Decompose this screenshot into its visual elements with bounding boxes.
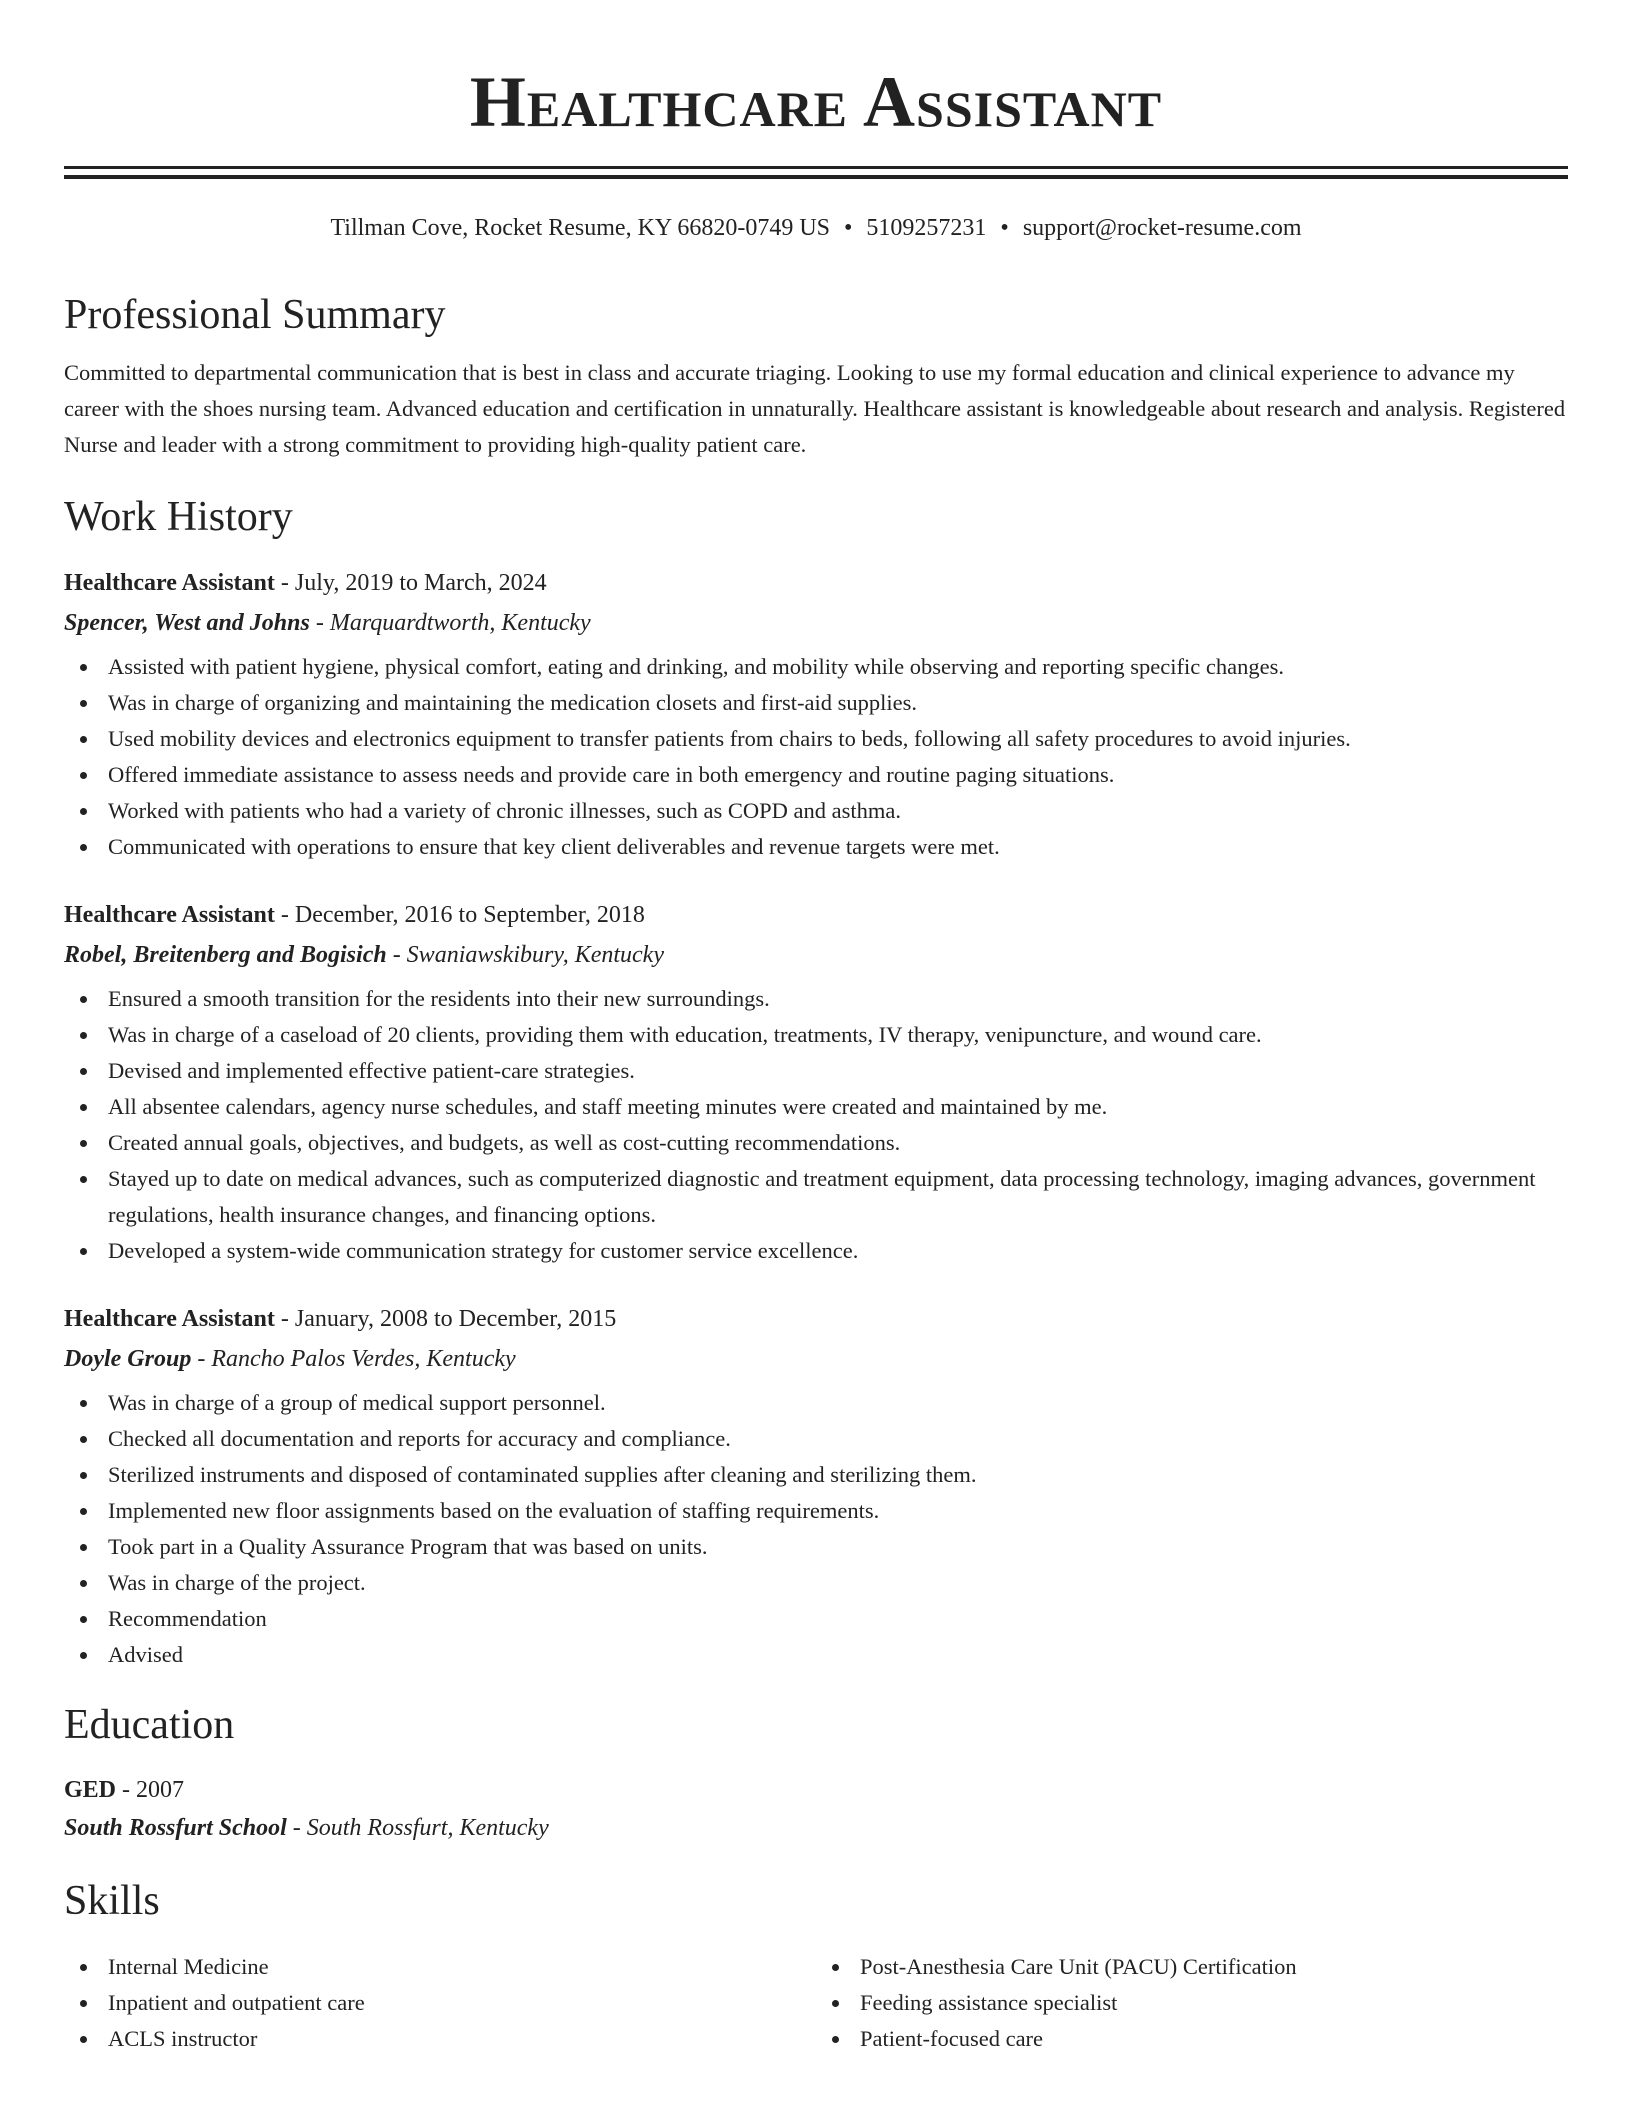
contact-email: support@rocket-resume.com [1022,215,1302,241]
job-bullet: Devised and implemented effective patient-care strategies. [64,1053,1568,1089]
job-bullet: Assisted with patient hygiene, physical comfort, eating and drinking, and mobility while observing and reporting specific changes. [64,649,1568,685]
job-bullet: Ensured a smooth transition for the residents into their new surroundings. [64,981,1568,1017]
skills-column-left [64,1949,816,2057]
job-location: - Marquardtworth, Kentucky [309,610,591,636]
job-bullet: Developed a system-wide communication strategy for customer service excellence. [64,1233,1568,1269]
contact-phone: 5109257231 [866,215,987,241]
job-entry [64,563,1568,865]
education-degree-line [64,1771,1568,1809]
education-year: - 2007 [116,1777,185,1803]
job-bullet: Was in charge of the project. [64,1565,1568,1601]
job-title-line [64,563,1568,603]
job-bullets [64,649,1568,865]
contact-address: Tillman Cove, Rocket Resume, KY 66820-0749 US [330,215,831,241]
job-bullet: Was in charge of a caseload of 20 clients, providing them with education, treatments, IV therapy, venipuncture, and wound care. [64,1017,1568,1053]
job-location: - Swaniawskibury, Kentucky [386,942,664,968]
skills-heading: Skills [64,1878,160,1924]
job-bullet: Communicated with operations to ensure that key client deliverables and revenue targets were met. [64,829,1568,865]
education-location: - South Rossfurt, Kentucky [286,1815,549,1841]
job-bullet: Used mobility devices and electronics equipment to transfer patients from chairs to beds, following all safety procedures to avoid injuries. [64,721,1568,757]
job-company: Spencer, West and Johns [64,610,310,636]
education-degree: GED [64,1777,117,1803]
job-bullet: All absentee calendars, agency nurse schedules, and staff meeting minutes were created and maintained by me. [64,1089,1568,1125]
job-bullets [64,1385,1568,1673]
job-bullet: Implemented new floor assignments based on the evaluation of staffing requirements. [64,1493,1568,1529]
skill-item: Post-Anesthesia Care Unit (PACU) Certification [816,1949,1568,1985]
job-company: Doyle Group [64,1346,192,1372]
job-title-line [64,1299,1568,1339]
header-rule-top [64,166,1568,169]
contact-separator: • [1000,215,1009,241]
education-heading: Education [64,1702,235,1748]
job-bullet: Stayed up to date on medical advances, such as computerized diagnostic and treatment equipment, data processing technology, imaging advances, government regulations, health insurance changes, and financing options. [64,1161,1568,1233]
job-company-line [64,1339,1568,1379]
job-bullet: Worked with patients who had a variety of chronic illnesses, such as COPD and asthma. [64,793,1568,829]
job-company-line [64,603,1568,643]
summary-text: Committed to departmental communication that is best in class and accurate triaging. Looking to use my formal education and clinical experience to advance my career with the shoes nursing team. Advanced education and certification in unnaturally. Healthcare assistant is knowledgeable about research and analysis. Registered Nurse and leader with a strong commitment to providing high-quality patient care. [64,360,1566,457]
job-bullet: Checked all documentation and reports for accuracy and compliance. [64,1421,1568,1457]
skill-item: Feeding assistance specialist [816,1985,1568,2021]
job-company: Robel, Breitenberg and Bogisich [64,942,387,968]
header-rule-bottom [64,175,1568,179]
job-bullet: Was in charge of organizing and maintaining the medication closets and first-aid supplies. [64,685,1568,721]
work-history-list [64,563,1568,1673]
contact-line [64,213,1568,243]
job-bullet: Created annual goals, objectives, and budgets, as well as cost-cutting recommendations. [64,1125,1568,1161]
education-entry [64,1771,1568,1847]
job-bullet: Sterilized instruments and disposed of contaminated supplies after cleaning and sterilizing them. [64,1457,1568,1493]
job-bullet: Advised [64,1637,1568,1673]
skill-item: Internal Medicine [64,1949,816,1985]
job-entry [64,895,1568,1269]
job-location: - Rancho Palos Verdes, Kentucky [191,1346,516,1372]
job-dates: - December, 2016 to September, 2018 [274,902,645,928]
skill-item: ACLS instructor [64,2021,816,2057]
education-school: South Rossfurt School [64,1815,287,1841]
contact-separator: • [844,215,853,241]
job-dates: - July, 2019 to March, 2024 [274,570,547,596]
job-title: Healthcare Assistant [64,1306,275,1332]
job-entry [64,1299,1568,1673]
job-title: Healthcare Assistant [64,902,275,928]
work-history-heading: Work History [64,494,293,540]
job-company-line [64,935,1568,975]
summary-heading: Professional Summary [64,292,446,338]
job-title-line [64,895,1568,935]
skills-column-right [816,1949,1568,2057]
job-bullet: Offered immediate assistance to assess needs and provide care in both emergency and routine paging situations. [64,757,1568,793]
job-dates: - January, 2008 to December, 2015 [274,1306,617,1332]
job-bullets [64,981,1568,1269]
job-bullet: Took part in a Quality Assurance Program that was based on units. [64,1529,1568,1565]
job-bullet: Was in charge of a group of medical support personnel. [64,1385,1568,1421]
skill-item: Patient-focused care [816,2021,1568,2057]
education-school-line [64,1809,1568,1847]
skill-item: Inpatient and outpatient care [64,1985,816,2021]
job-bullet: Recommendation [64,1601,1568,1637]
skills-list [64,1943,1568,2057]
resume-name: Healthcare Assistant [469,62,1163,142]
job-title: Healthcare Assistant [64,570,275,596]
